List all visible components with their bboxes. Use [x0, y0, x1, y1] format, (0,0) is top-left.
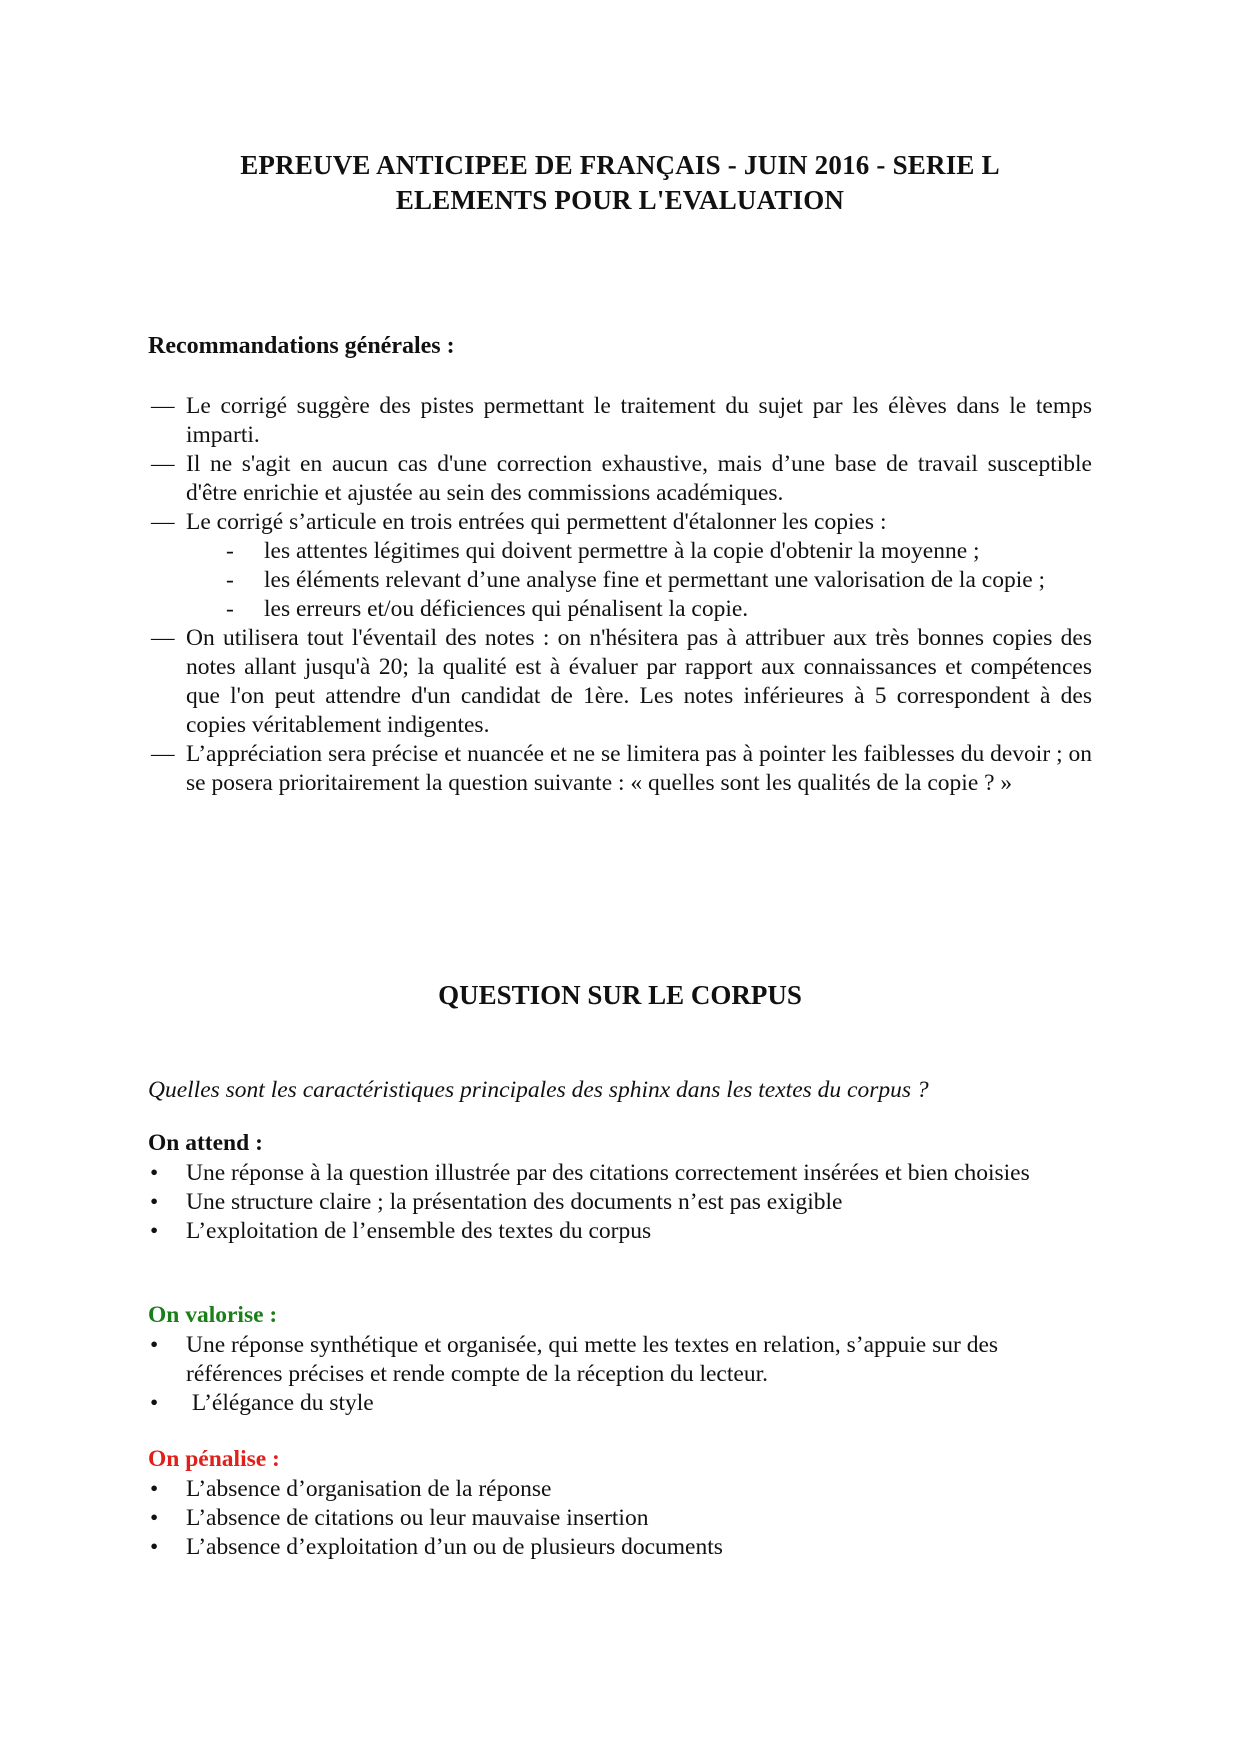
list-item-text: Une réponse à la question illustrée par des citations correctement insérées et bien choisies	[186, 1160, 1030, 1186]
on-attend-list	[148, 1159, 1092, 1246]
list-item	[148, 1188, 1092, 1217]
bullet-marker: •	[150, 1505, 159, 1531]
sub-list-item	[226, 595, 1092, 624]
list-item	[148, 1331, 1092, 1389]
hyphen-marker: -	[226, 596, 234, 622]
list-item-text: Une réponse synthétique et organisée, qui mette les textes en relation, s’appuie sur des références précises et rende compte de la réception du lecteur.	[186, 1332, 999, 1387]
bullet-marker: •	[150, 1189, 159, 1215]
list-item	[148, 1159, 1092, 1188]
dash-marker: —	[151, 509, 175, 535]
bullet-marker: •	[150, 1332, 159, 1358]
list-item-text: L’absence d’organisation de la réponse	[186, 1476, 552, 1502]
list-item	[148, 508, 1092, 537]
recommendations-list	[148, 392, 1092, 798]
list-item-text: L’exploitation de l’ensemble des textes du corpus	[186, 1218, 652, 1244]
sub-list-item	[226, 566, 1092, 595]
sub-list	[148, 537, 1092, 624]
list-item-text: L’absence de citations ou leur mauvaise insertion	[186, 1505, 649, 1531]
page-title: EPREUVE ANTICIPEE DE FRANÇAIS - JUIN 2016 - SERIE L	[240, 150, 1000, 180]
on-penalise-list	[148, 1475, 1092, 1562]
bullet-marker: •	[150, 1218, 159, 1244]
on-penalise-heading: On pénalise :	[148, 1446, 280, 1472]
dash-marker: —	[151, 451, 175, 477]
recommendations-heading: Recommandations générales :	[148, 333, 455, 359]
bullet-marker: •	[150, 1160, 159, 1186]
list-item-text: Il ne s'agit en aucun cas d'une correction exhaustive, mais d’une base de travail susceptible d'être enrichie et ajustée au sein des commissions académiques.	[186, 451, 1092, 506]
list-item	[148, 1217, 1092, 1246]
on-attend-heading: On attend :	[148, 1130, 263, 1156]
list-item-text: Une structure claire ; la présentation des documents n’est pas exigible	[186, 1189, 843, 1215]
sub-list-item-text: les erreurs et/ou déficiences qui pénalisent la copie.	[264, 596, 749, 622]
hyphen-marker: -	[226, 567, 234, 593]
list-item	[148, 624, 1092, 740]
list-item	[148, 450, 1092, 508]
on-valorise-heading: On valorise :	[148, 1302, 278, 1328]
list-item	[148, 1475, 1092, 1504]
list-item	[148, 1504, 1092, 1533]
hyphen-marker: -	[226, 538, 234, 564]
dash-marker: —	[151, 393, 175, 419]
on-valorise-list	[148, 1331, 1092, 1418]
list-item-text: L’élégance du style	[186, 1390, 374, 1416]
sub-list-item-text: les éléments relevant d’une analyse fine et permettant une valorisation de la copie ;	[264, 567, 1046, 593]
list-item-text: Le corrigé s’articule en trois entrées qui permettent d'étalonner les copies :	[186, 509, 887, 535]
corpus-question: Quelles sont les caractéristiques principales des sphinx dans les textes du corpus ?	[148, 1077, 929, 1103]
list-item-text: L’appréciation sera précise et nuancée et ne se limitera pas à pointer les faiblesses du devoir ; on se posera prioritairement la question suivante : « quelles sont les qualités de la copie ? »	[186, 741, 1092, 796]
sub-list-item	[226, 537, 1092, 566]
list-item-text: L’absence d’exploitation d’un ou de plusieurs documents	[186, 1534, 723, 1560]
dash-marker: —	[151, 625, 175, 651]
list-item	[148, 1533, 1092, 1562]
bullet-marker: •	[150, 1390, 159, 1416]
bullet-marker: •	[150, 1534, 159, 1560]
list-item-text: Le corrigé suggère des pistes permettant le traitement du sujet par les élèves dans le temps imparti.	[186, 393, 1092, 448]
bullet-marker: •	[150, 1476, 159, 1502]
list-item-text: On utilisera tout l'éventail des notes : on n'hésitera pas à attribuer aux très bonnes copies des notes allant jusqu'à 20; la qualité est à évaluer par rapport aux connaissances et compétences que l'on peut attendre d'un candidat de 1ère. Les notes inférieures à 5 correspondent à des copies véritablement indigentes.	[186, 625, 1092, 738]
sub-list-item-text: les attentes légitimes qui doivent permettre à la copie d'obtenir la moyenne ;	[264, 538, 980, 564]
dash-marker: —	[151, 741, 175, 767]
list-item	[148, 740, 1092, 798]
list-item	[148, 1389, 1092, 1418]
corpus-heading: QUESTION SUR LE CORPUS	[438, 980, 802, 1010]
page-subtitle: ELEMENTS POUR L'EVALUATION	[395, 185, 845, 215]
list-item	[148, 392, 1092, 450]
